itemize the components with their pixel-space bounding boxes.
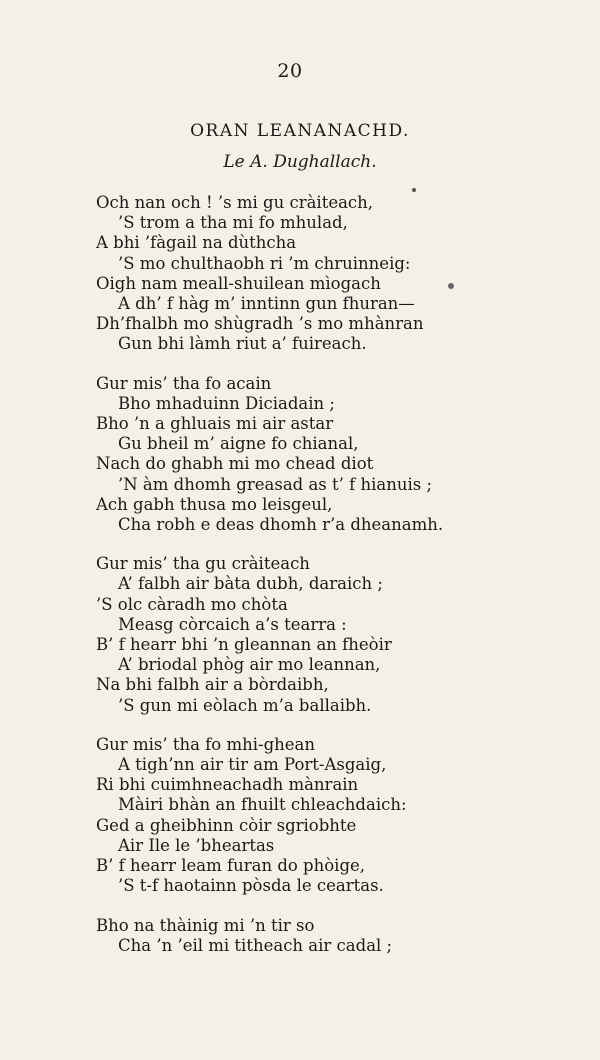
poem-line: A bhi ’fàgail na dùthcha <box>96 233 297 253</box>
stanza <box>96 374 576 536</box>
poem-line: ’S gun mi eòlach m’a ballaibh. <box>118 695 372 715</box>
poem-line: A’ falbh air bàta dubh, daraich ; <box>118 574 383 594</box>
poem-line: Ach gabh thusa mo leisgeul, <box>96 494 333 514</box>
poem-line: Bho mhaduinn Diciadain ; <box>118 393 335 413</box>
poem-line: Bho ’n a ghluais mi air astar <box>96 414 334 434</box>
poem-line: Ri bhi cuimhneachadh mànrain <box>96 775 359 795</box>
poem-line: ’S t-f haotainn pòsda le ceartas. <box>118 876 384 896</box>
poem-line: A tigh’nn air tir am Port-Asgaig, <box>118 755 387 775</box>
stanza <box>96 554 576 716</box>
poem-line: Gur mis’ tha fo mhi-ghean <box>96 734 315 754</box>
poem-line: A dh’ f hàg m’ inntinn gun fhuran— <box>118 294 415 314</box>
poem-line: ’S trom a tha mi fo mhulad, <box>118 213 348 233</box>
poem-line: Dh’fhalbh mo shùgradh ’s mo mhànran <box>96 314 424 334</box>
poem-line: Air Ile le ’bheartas <box>118 835 275 855</box>
poem-line: Na bhi falbh air a bòrdaibh, <box>96 675 329 695</box>
ink-speck <box>448 283 454 289</box>
poem-line: B’ f hearr bhi ’n gleannan an fheòir <box>96 635 392 655</box>
poem-line: ’S olc càradh mo chòta <box>96 594 288 614</box>
poem-line: Gur mis’ tha gu cràiteach <box>96 554 310 574</box>
poem-line: Och nan och ! ’s mi gu cràiteach, <box>96 193 374 212</box>
poem-body <box>96 193 576 975</box>
poem-author: Le A. Dughallach. <box>223 152 377 172</box>
poem-line: Gun bhi làmh riut a’ fuireach. <box>118 334 367 354</box>
poem-line: Ged a gheibhinn còir sgriobhte <box>96 815 357 835</box>
poem-line: ’S mo chulthaobh ri ’m chruinneig: <box>118 253 411 273</box>
poem-line: Cha ’n ’eil mi titheach air cadal ; <box>118 935 393 955</box>
poem-line: Bho na thàinig mi ’n tir so <box>96 915 315 935</box>
poem-line: Gu bheil m’ aigne fo chianal, <box>118 434 359 454</box>
ink-speck <box>412 188 416 192</box>
poem-title: ORAN LEANANACHD. <box>190 121 410 141</box>
page-number: 20 <box>277 60 303 82</box>
poem-line: A’ briodal phòg air mo leannan, <box>118 655 381 675</box>
stanza <box>96 735 576 897</box>
poem-line: Measg còrcaich a’s tearra : <box>118 614 347 634</box>
stanza <box>96 193 576 355</box>
stanza <box>96 916 576 956</box>
poem-line: Gur mis’ tha fo acain <box>96 373 272 393</box>
poem-line: B’ f hearr leam furan do phòige, <box>96 856 366 876</box>
poem-line: Cha robh e deas dhomh r’a dheanamh. <box>118 515 444 535</box>
poem-line: Màiri bhàn an fhuilt chleachdaich: <box>118 795 407 815</box>
poem-line: Oigh nam meall-shuilean mìogach <box>96 273 381 293</box>
poem-line: ’N àm dhomh greasad as t’ f hianuis ; <box>118 474 433 494</box>
poem-line: Nach do ghabh mi mo chead diot <box>96 454 374 474</box>
